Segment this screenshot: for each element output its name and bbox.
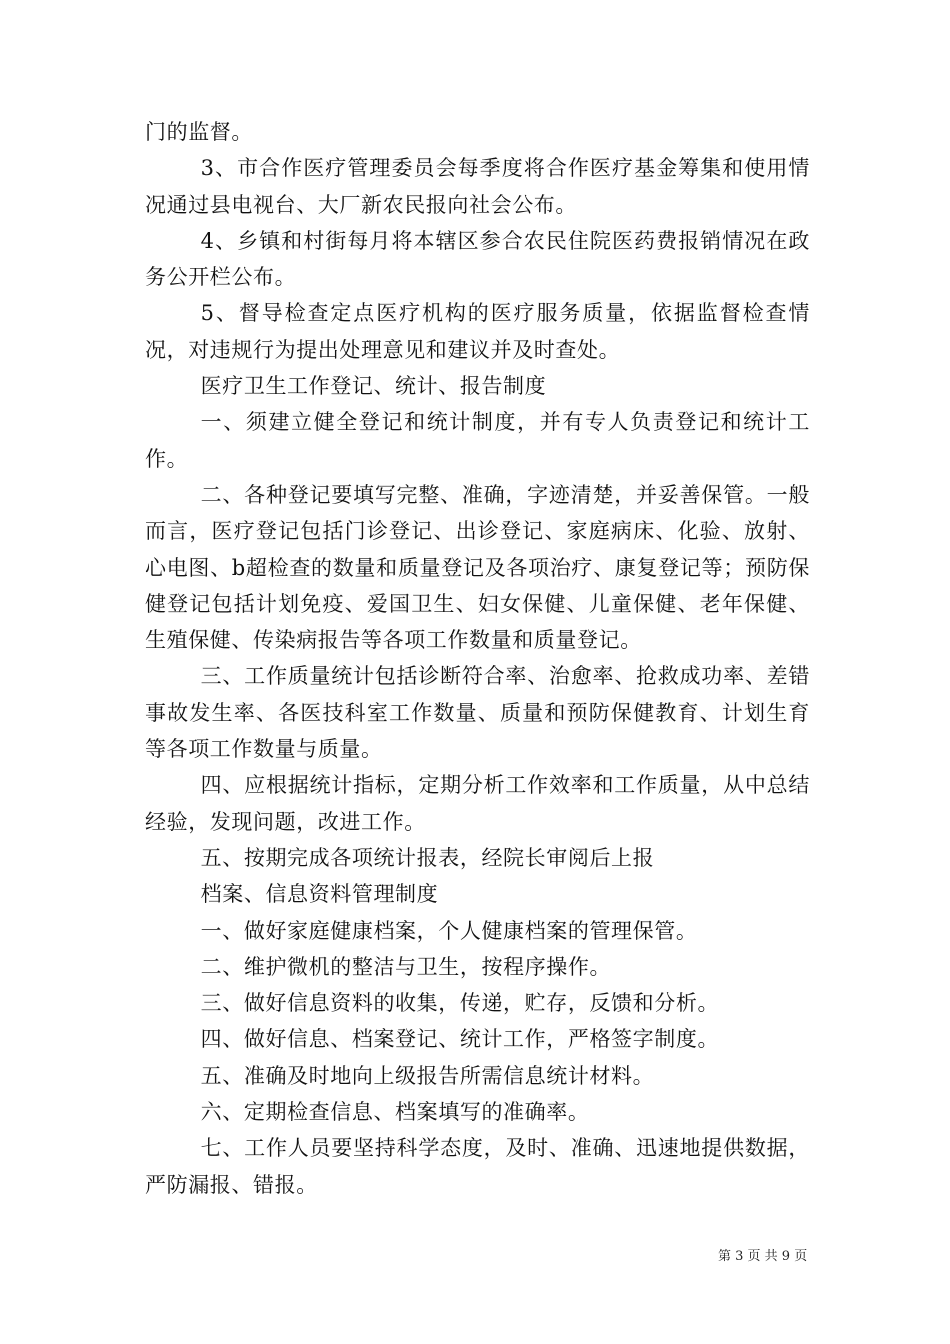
paragraph: 二、各种登记要填写完整、准确，字迹清楚，并妥善保管。一般而言，医疗登记包括门诊登记、出诊登记、家庭病床、化验、放射、心电图、b超检查的数量和质量登记及各项治疗、康复登记等；预防保健登记包括计划免疫、爱国卫生、妇女保健、儿童保健、老年保健、生殖保健、传染病报告等各项工作数量和质量登记。 xyxy=(145,482,810,653)
paragraph: 三、工作质量统计包括诊断符合率、治愈率、抢救成功率、差错事故发生率、各医技科室工作数量、质量和预防保健教育、计划生育等各项工作数量与质量。 xyxy=(145,664,810,762)
paragraph: 四、做好信息、档案登记、统计工作，严格签字制度。 xyxy=(200,1027,720,1052)
paragraph: 四、应根据统计指标，定期分析工作效率和工作质量，从中总结经验，发现问题，改进工作。 xyxy=(145,773,810,834)
paragraph: 七、工作人员要坚持科学态度，及时、准确、迅速地提供数据，严防漏报、错报。 xyxy=(145,1136,810,1197)
document-body xyxy=(145,114,810,1203)
paragraph: 3、市合作医疗管理委员会每季度将合作医疗基金筹集和使用情况通过县电视台、大厂新农民报向社会公布。 xyxy=(145,156,810,217)
paragraph: 一、须建立健全登记和统计制度，并有专人负责登记和统计工作。 xyxy=(145,410,810,471)
page-number-footer: 第 3 页 共 9 页 xyxy=(718,1249,808,1264)
section-heading: 档案、信息资料管理制度 xyxy=(200,882,439,907)
paragraph: 4、乡镇和村街每月将本辖区参合农民住院医药费报销情况在政务公开栏公布。 xyxy=(145,228,810,290)
paragraph: 5、督导检查定点医疗机构的医疗服务质量，依据监督检查情况，对违规行为提出处理意见和建议并及时查处。 xyxy=(145,301,810,362)
paragraph: 五、准确及时地向上级报告所需信息统计材料。 xyxy=(200,1063,655,1088)
paragraph: 五、按期完成各项统计报表，经院长审阅后上报 xyxy=(200,845,655,870)
paragraph: 六、定期检查信息、档案填写的准确率。 xyxy=(200,1100,590,1125)
paragraph: 一、做好家庭健康档案，个人健康档案的管理保管。 xyxy=(200,918,698,943)
section-heading: 医疗卫生工作登记、统计、报告制度 xyxy=(200,374,547,399)
paragraph: 三、做好信息资料的收集，传递，贮存，反馈和分析。 xyxy=(200,991,720,1016)
paragraph-continuation: 门的监督。 xyxy=(145,120,253,144)
paragraph: 二、维护微机的整洁与卫生，按程序操作。 xyxy=(200,954,612,979)
